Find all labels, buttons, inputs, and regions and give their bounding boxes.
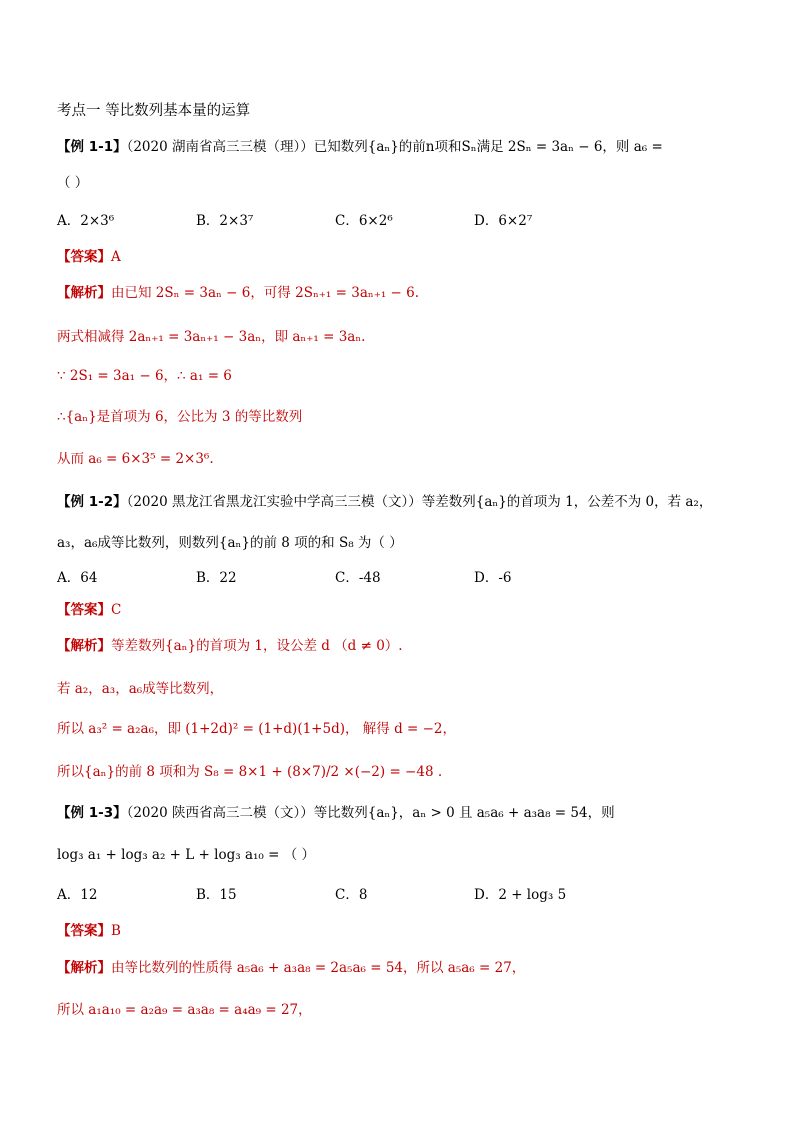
example-1-1-analysis-line-5: 从而 a₆ = 6×3⁵ = 2×3⁶. — [57, 451, 214, 467]
example-1-1-answer — [57, 247, 121, 267]
example-1-1-option-d: D．6×2⁷ — [474, 213, 533, 229]
analysis-label: 【解析】 — [57, 960, 111, 976]
example-1-3-option-c: C．8 — [335, 887, 368, 903]
example-1-2-analysis-line-3: 所以 a₃² = a₂a₆，即 (1+2d)² = (1+d)(1+5d)， 解得 d = −2， — [57, 721, 457, 737]
example-1-2-option-d: D．-6 — [474, 570, 512, 586]
example-1-2-analysis-line-2: 若 a₂，a₃，a₆成等比数列， — [57, 681, 224, 697]
example-1-1-option-c: C．6×2⁶ — [335, 213, 393, 229]
example-1-2-analysis-line-4: 所以{aₙ}的前 8 项和为 S₈ = 8×1 + (8×7)/2 ×(−2) = −48 . — [57, 764, 443, 780]
example-1-2-answer — [57, 600, 121, 620]
example-1-3-answer — [57, 921, 121, 941]
answer-label: 【答案】 — [57, 923, 111, 939]
example-1-1-paren: （ ） — [57, 175, 89, 191]
example-1-1-analysis-line-2: 两式相减得 2aₙ₊₁ = 3aₙ₊₁ − 3aₙ，即 aₙ₊₁ = 3aₙ. — [57, 329, 366, 345]
analysis-text: 等差数列{aₙ}的首项为 1，设公差 d （d ≠ 0）. — [111, 638, 403, 654]
example-1-2-option-c: C．-48 — [335, 570, 381, 586]
example-1-3-option-d: D．2 + log₃ 5 — [474, 887, 567, 903]
answer-label: 【答案】 — [57, 602, 111, 618]
answer-label: 【答案】 — [57, 249, 111, 265]
analysis-text: 由已知 2Sₙ = 3aₙ − 6，可得 2Sₙ₊₁ = 3aₙ₊₁ − 6. — [111, 285, 420, 301]
answer-value: C — [111, 602, 122, 618]
example-1-2-stem-line-1 — [57, 492, 712, 512]
example-1-3-analysis-line-2: 所以 a₁a₁₀ = a₂a₉ = a₃a₈ = a₄a₉ = 27， — [57, 1002, 312, 1018]
example-1-2-label: 【例 1-2】 — [57, 494, 127, 510]
example-1-1-analysis-line-4: ∴{aₙ}是首项为 6，公比为 3 的等比数列 — [57, 409, 303, 425]
example-1-1-label: 【例 1-1】 — [57, 139, 127, 155]
example-1-1-analysis-line-1 — [57, 283, 419, 303]
example-1-2-question: （2020 黑龙江省黑龙江实验中学高三三模（文））等差数列{aₙ}的首项为 1，公差不为 0，若 a₂， — [126, 494, 713, 510]
section-title: 考点一 等比数列基本量的运算 — [57, 103, 251, 119]
answer-value: A — [111, 249, 121, 265]
analysis-text: 由等比数列的性质得 a₅a₆ + a₃a₈ = 2a₅a₆ = 54，所以 a₅a₆ = 27， — [111, 960, 526, 976]
example-1-1-option-a: A．2×3⁶ — [57, 213, 115, 229]
example-1-1-question: （2020 湖南省高三三模（理））已知数列{aₙ}的前n项和Sₙ满足 2Sₙ = 3aₙ − 6，则 a₆ = — [126, 139, 663, 155]
example-1-3-stem-line-2: log₃ a₁ + log₃ a₂ + L + log₃ a₁₀ = （ ） — [57, 847, 315, 863]
example-1-1-stem — [57, 137, 663, 157]
example-1-3-analysis-line-1 — [57, 958, 525, 978]
example-1-1-analysis-line-3: ∵ 2S₁ = 3a₁ − 6，∴ a₁ = 6 — [57, 368, 232, 384]
example-1-3-label: 【例 1-3】 — [57, 805, 127, 821]
example-1-2-analysis-line-1 — [57, 636, 403, 656]
example-1-3-option-a: A．12 — [57, 887, 98, 903]
example-1-3-stem-line-1 — [57, 803, 615, 823]
example-1-2-option-a: A．64 — [57, 570, 98, 586]
analysis-label: 【解析】 — [57, 638, 111, 654]
example-1-2-stem-line-2: a₃，a₆成等比数列，则数列{aₙ}的前 8 项的和 S₈ 为（ ） — [57, 535, 403, 551]
example-1-3-option-b: B．15 — [196, 887, 237, 903]
analysis-label: 【解析】 — [57, 285, 111, 301]
example-1-1-option-b: B．2×3⁷ — [196, 213, 254, 229]
example-1-3-question: （2020 陕西省高三二模（文））等比数列{aₙ}，aₙ > 0 且 a₅a₆ + a₃a₈ = 54，则 — [126, 805, 615, 821]
example-1-2-option-b: B．22 — [196, 570, 237, 586]
answer-value: B — [111, 923, 121, 939]
